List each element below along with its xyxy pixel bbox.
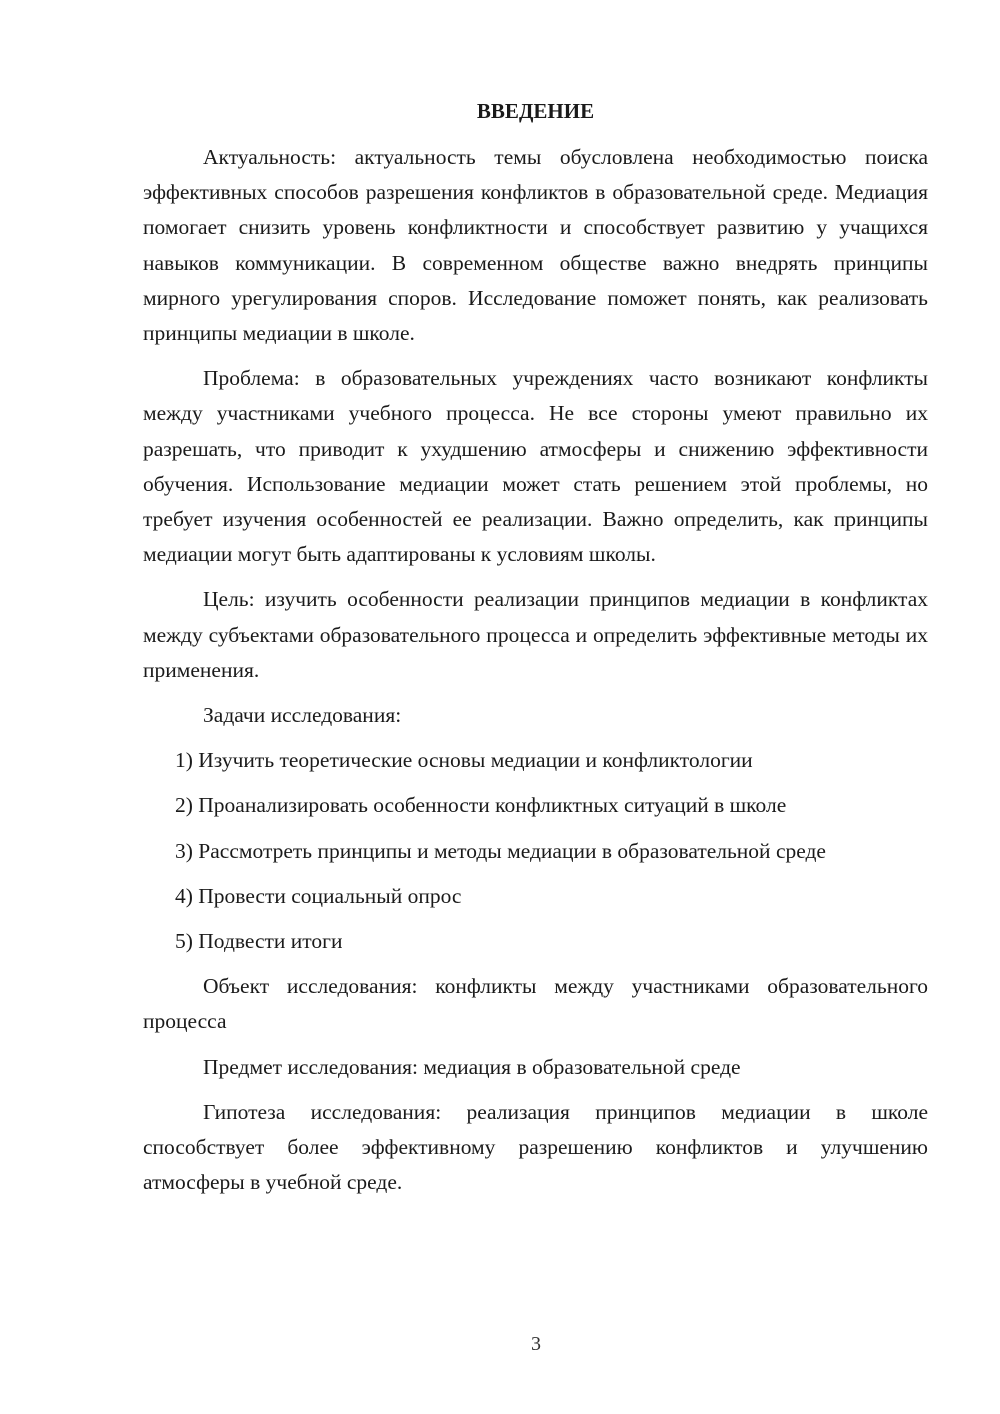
relevance-paragraph: Актуальность: актуальность темы обусловлена необходимостью поиска эффективных способов разрешения конфликтов в образовательной среде. Медиация помогает снизить уровень конфликтности и способствует развитию у учащихся навыков коммуникации. В современном обществе важно внедрять принципы мирного урегулирования споров. Исследование поможет понять, как реализовать принципы медиации в школе.	[143, 145, 928, 346]
task-item-4: 4) Провести социальный опрос	[175, 883, 462, 908]
task-item-3: 3) Рассмотреть принципы и методы медиации в образовательной среде	[175, 838, 826, 863]
page-content	[143, 94, 928, 1210]
section-heading: ВВЕДЕНИЕ	[476, 99, 595, 123]
object-paragraph: Объект исследования: конфликты между участниками образовательного процесса	[143, 974, 928, 1034]
page-number: 3	[531, 1333, 541, 1355]
subject-paragraph: Предмет исследования: медиация в образовательной среде	[203, 1054, 741, 1079]
tasks-title: Задачи исследования:	[203, 703, 402, 728]
hypothesis-paragraph: Гипотеза исследования: реализация принципов медиации в школе способствует более эффективному разрешению конфликтов и улучшению атмосферы в учебной среде.	[143, 1099, 928, 1195]
task-item-2: 2) Проанализировать особенности конфликтных ситуаций в школе	[175, 793, 787, 818]
problem-paragraph: Проблема: в образовательных учреждениях часто возникают конфликты между участниками учебного процесса. Не все стороны умеют правильно их разрешать, что приводит к ухудшению атмосферы и снижению эффективности обучения. Использование медиации может стать решением этой проблемы, но требует изучения особенностей ее реализации. Важно определить, как принципы медиации могут быть адаптированы к условиям школы.	[143, 366, 928, 567]
task-item-1: 1) Изучить теоретические основы медиации и конфликтологии	[175, 748, 753, 773]
task-item-5: 5) Подвести итоги	[175, 929, 343, 954]
goal-paragraph: Цель: изучить особенности реализации принципов медиации в конфликтах между субъектами образовательного процесса и определить эффективные методы их применения.	[143, 587, 928, 682]
